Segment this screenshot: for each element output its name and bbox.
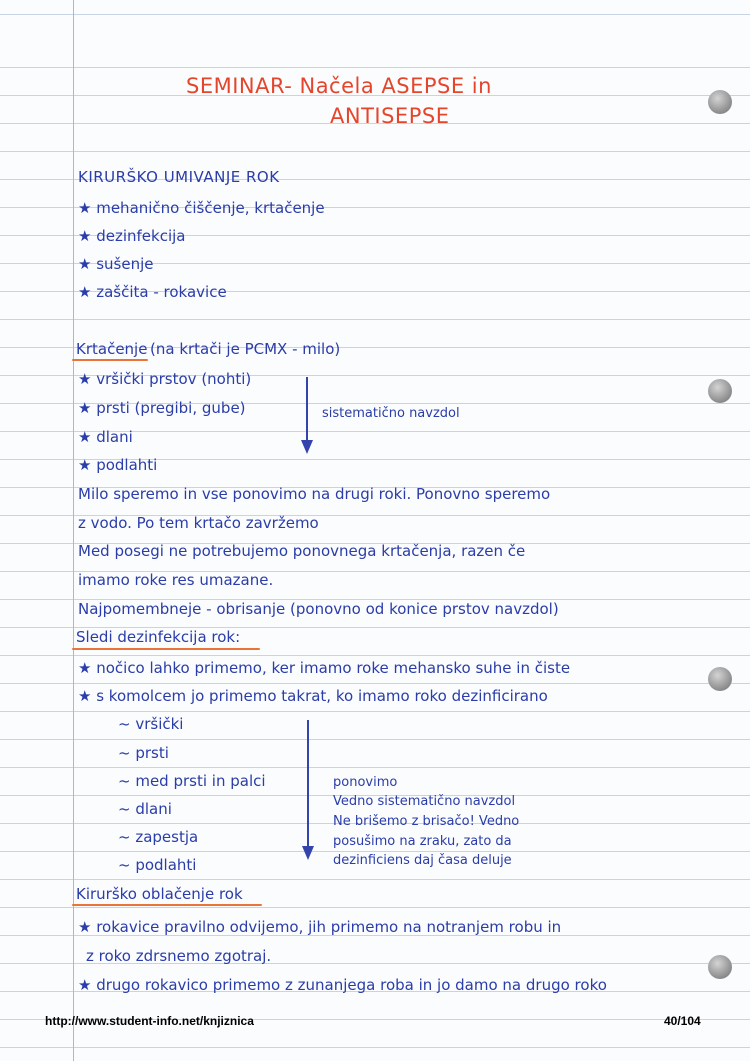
- side-note: posušimo na zraku, zato da: [333, 834, 512, 849]
- list-item: ★ dezinfekcija: [78, 227, 186, 245]
- section-heading-krtacenje: Krtačenje: [76, 340, 148, 358]
- list-item: ★ nočico lahko primemo, ker imamo roke mehansko suhe in čiste: [78, 659, 571, 677]
- paragraph-line: ★ drugo rokavico primemo z zunanjega roba in jo damo na drugo roko: [78, 976, 607, 994]
- binder-hole: [708, 667, 732, 691]
- binder-hole: [708, 90, 732, 114]
- page-number: 40/104: [664, 1014, 701, 1028]
- binder-hole: [708, 379, 732, 403]
- margin-line: [73, 0, 74, 1061]
- list-item: ★ s komolcem jo primemo takrat, ko imamo roko dezinficirano: [78, 687, 548, 705]
- binder-hole: [708, 955, 732, 979]
- heading-underline: [72, 648, 260, 650]
- sub-item: ~ podlahti: [118, 856, 197, 874]
- list-item: ★ mehanično čiščenje, krtačenje: [78, 199, 325, 217]
- side-note: ponovimo: [333, 775, 398, 790]
- heading-underline: [72, 359, 148, 361]
- paragraph-line: imamo roke res umazane.: [78, 571, 274, 589]
- paragraph-line: ★ rokavice pravilno odvijemo, jih primemo na notranjem robu in: [78, 918, 562, 936]
- footer-url: http://www.student-info.net/knjiznica: [45, 1014, 254, 1028]
- sub-item: ~ dlani: [118, 800, 172, 818]
- side-note: dezinficiens daj časa deluje: [333, 853, 512, 868]
- section-heading-oblacenje: Kirurško oblačenje rok: [76, 885, 243, 903]
- paragraph-line: Milo speremo in vse ponovimo na drugi roki. Ponovno speremo: [78, 485, 551, 503]
- sub-item: ~ prsti: [118, 744, 169, 762]
- heading-note: (na krtači je PCMX - milo): [150, 340, 341, 358]
- sub-item: ~ zapestja: [118, 828, 199, 846]
- section-heading-umivanje: KIRURŠKO UMIVANJE ROK: [78, 168, 280, 186]
- sub-item: ~ vršički: [118, 715, 184, 733]
- heading-underline: [72, 904, 262, 906]
- arrow-head-icon: [302, 846, 314, 860]
- side-note: Ne brišemo z brisačo! Vedno: [333, 814, 520, 829]
- side-note: Vedno sistematično navzdol: [333, 794, 516, 809]
- list-item: ★ vršički prstov (nohti): [78, 370, 252, 388]
- paragraph-line: Med posegi ne potrebujemo ponovnega krtačenja, razen če: [78, 542, 526, 560]
- list-item: ★ sušenje: [78, 255, 154, 273]
- paragraph-line: Najpomembneje - obrisanje (ponovno od konice prstov navzdol): [78, 600, 559, 618]
- list-item: ★ prsti (pregibi, gube): [78, 399, 246, 417]
- paragraph-line: z roko zdrsnemo zgotraj.: [86, 947, 272, 965]
- page-title-line1: SEMINAR- Načela ASEPSE in: [186, 74, 492, 98]
- arrow-head-icon: [301, 440, 313, 454]
- downward-arrow: [306, 377, 308, 443]
- side-note: sistematično navzdol: [322, 406, 460, 421]
- list-item: ★ zaščita - rokavice: [78, 283, 227, 301]
- list-item: ★ podlahti: [78, 456, 158, 474]
- paragraph-line: z vodo. Po tem krtačo zavržemo: [78, 514, 319, 532]
- sub-item: ~ med prsti in palci: [118, 772, 266, 790]
- list-item: ★ dlani: [78, 428, 133, 446]
- page-title-line2: ANTISEPSE: [330, 104, 450, 128]
- downward-arrow: [307, 720, 309, 848]
- section-heading-dezinfekcija: Sledi dezinfekcija rok:: [76, 628, 241, 646]
